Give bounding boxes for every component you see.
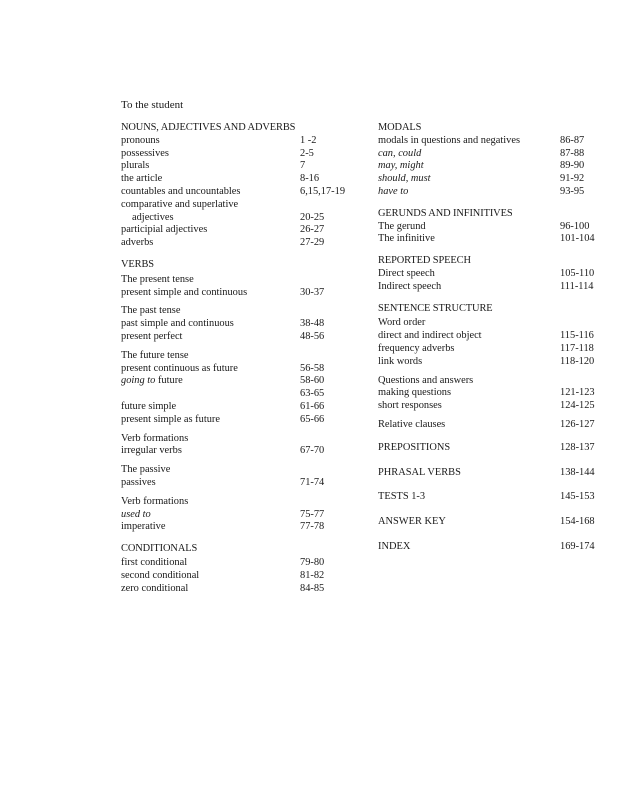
- entry-label: Indirect speech: [378, 280, 442, 292]
- entry-label: INDEX: [378, 540, 411, 552]
- contents-section: [378, 467, 608, 480]
- section-heading: SENTENCE STRUCTURE: [378, 302, 493, 314]
- contents-section: [378, 375, 608, 413]
- entry-label: Relative clauses: [378, 418, 446, 430]
- contents-section: [378, 208, 608, 246]
- contents-section: [121, 122, 361, 250]
- contents-entry: [121, 160, 361, 173]
- entry-label: possessives: [121, 147, 169, 159]
- entry-pages: 27-29: [300, 237, 325, 249]
- contents-entry: [378, 233, 608, 246]
- entry-label: modals in questions and negatives: [378, 134, 520, 146]
- entry-pages: 38-48: [300, 318, 325, 330]
- entry-label: present simple as future: [121, 413, 220, 425]
- entry-pages: 67-70: [300, 445, 325, 457]
- entry-pages: 169-174: [560, 540, 595, 552]
- entry-pages: 26-27: [300, 224, 325, 236]
- entry-label: direct and indirect object: [378, 330, 482, 342]
- entry-pages: 118-120: [560, 355, 595, 367]
- entry-label: irregular verbs: [121, 445, 182, 457]
- entry-pages: 101-104: [560, 233, 595, 245]
- section-heading: REPORTED SPEECH: [378, 255, 471, 267]
- contents-column-right: [378, 122, 608, 554]
- contents-entry: [378, 419, 608, 432]
- entry-pages: 61-66: [300, 400, 325, 412]
- contents-entry: [121, 224, 361, 237]
- entry-pages: 84-85: [300, 582, 325, 594]
- contents-entry: [121, 287, 361, 300]
- entry-pages: 138-144: [560, 466, 595, 478]
- subsection-heading: Questions and answers: [378, 374, 474, 386]
- entry-pages: 124-125: [560, 400, 595, 412]
- entry-label: countables and uncountables: [121, 185, 241, 197]
- entry-label: The infinitive: [378, 233, 435, 245]
- contents-entry: [121, 237, 361, 250]
- contents-section: [378, 541, 608, 554]
- entry-label: going to future: [121, 375, 183, 387]
- contents-entry: [378, 356, 608, 369]
- contents-section: [378, 516, 608, 529]
- entry-pages: 105-110: [560, 267, 595, 279]
- subsection-heading: Verb formations: [121, 432, 189, 444]
- contents-entry: [121, 509, 361, 522]
- contents-column-left: [121, 122, 361, 595]
- entry-label: Direct speech: [378, 267, 435, 279]
- entry-label: frequency adverbs: [378, 342, 455, 354]
- entry-pages: 89-90: [560, 160, 585, 172]
- entry-pages: 56-58: [300, 362, 325, 374]
- contents-entry: [378, 400, 608, 413]
- entry-pages: 65-66: [300, 413, 325, 425]
- contents-section: [121, 259, 361, 272]
- entry-pages: 87-88: [560, 147, 585, 159]
- entry-pages: 6,15,17-19: [300, 185, 346, 197]
- entry-label: second conditional: [121, 569, 200, 581]
- entry-label: past simple and continuous: [121, 318, 234, 330]
- entry-label: short responses: [378, 400, 442, 412]
- entry-pages: 58-60: [300, 375, 325, 387]
- entry-pages: 154-168: [560, 516, 595, 528]
- contents-entry: [378, 330, 608, 343]
- contents-entry: [121, 521, 361, 534]
- contents-entry: [378, 160, 608, 173]
- entry-pages: 121-123: [560, 387, 595, 399]
- subsection-heading: The future tense: [121, 349, 189, 361]
- section-heading: CONDITIONALS: [121, 543, 198, 555]
- entry-label: the article: [121, 173, 163, 185]
- entry-label: link words: [378, 355, 423, 367]
- contents-entry: [378, 387, 608, 400]
- contents-section: [121, 433, 361, 459]
- entry-label: used to: [121, 508, 151, 520]
- entry-label: TESTS 1-3: [378, 491, 426, 503]
- entry-pages: 145-153: [560, 491, 595, 503]
- entry-pages: 128-137: [560, 441, 595, 453]
- entry-pages: 30-37: [300, 286, 325, 298]
- contents-entry: [121, 375, 361, 388]
- entry-pages: 91-92: [560, 173, 585, 185]
- entry-label: PHRASAL VERBS: [378, 466, 461, 478]
- entry-pages: 81-82: [300, 569, 325, 581]
- section-heading: GERUNDS AND INFINITIVES: [378, 207, 513, 219]
- entry-pages: 75-77: [300, 508, 325, 520]
- entry-pages: 48-56: [300, 330, 325, 342]
- contents-entry: [121, 583, 361, 596]
- subsection-heading: The past tense: [121, 305, 181, 317]
- entry-label: comparative and superlative: [121, 198, 239, 210]
- entry-label: first conditional: [121, 556, 188, 568]
- entry-pages: 86-87: [560, 134, 585, 146]
- subsection-heading: Verb formations: [121, 495, 189, 507]
- contents-section: [121, 305, 361, 343]
- contents-section: [121, 496, 361, 534]
- contents-entry: [121, 401, 361, 414]
- contents-section: [378, 255, 608, 293]
- entry-label: PREPOSITIONS: [378, 441, 451, 453]
- contents-entry: [121, 173, 361, 186]
- contents-section: [378, 122, 608, 199]
- entry-pages: 115-116: [560, 330, 594, 342]
- entry-pages: 93-95: [560, 185, 585, 197]
- contents-entry: [121, 135, 361, 148]
- section-heading: VERBS: [121, 258, 154, 270]
- contents-entry: [378, 186, 608, 199]
- entry-label: participial adjectives: [121, 224, 208, 236]
- entry-pages: 8-16: [300, 173, 320, 185]
- entry-label: future simple: [121, 400, 177, 412]
- contents-section: [378, 491, 608, 504]
- entry-pages: 111-114: [560, 280, 594, 292]
- contents-entry: [121, 363, 361, 376]
- contents-entry: [378, 268, 608, 281]
- entry-label: present continuous as future: [121, 362, 238, 374]
- entry-label: present perfect: [121, 330, 183, 342]
- entry-label: passives: [121, 476, 156, 488]
- contents-entry: [121, 570, 361, 583]
- contents-entry: [121, 148, 361, 161]
- contents-section: [378, 419, 608, 432]
- contents-entry: [121, 186, 361, 199]
- contents-entry: [378, 281, 608, 294]
- entry-label: ANSWER KEY: [378, 516, 446, 528]
- entry-pages: 7: [300, 160, 306, 172]
- contents-entry: [121, 477, 361, 490]
- contents-section: [121, 557, 361, 595]
- contents-section: [121, 464, 361, 490]
- entry-label: making questions: [378, 387, 452, 399]
- contents-section: [121, 350, 361, 427]
- entry-label: plurals: [121, 160, 150, 172]
- contents-entry: [378, 442, 608, 455]
- entry-label: present simple and continuous: [121, 286, 248, 298]
- entry-pages: 63-65: [300, 388, 325, 400]
- entry-pages: 2-5: [300, 147, 314, 159]
- section-heading: MODALS: [378, 122, 422, 133]
- contents-entry: [121, 414, 361, 427]
- contents-entry: [378, 541, 608, 554]
- contents-entry: [378, 148, 608, 161]
- entry-label: may, might: [378, 160, 424, 172]
- contents-section: [121, 543, 361, 556]
- contents-section: [121, 274, 361, 300]
- subsection-heading: The passive: [121, 464, 171, 476]
- entry-label: adverbs: [121, 237, 154, 249]
- contents-entry: [378, 516, 608, 529]
- contents-entry: [378, 343, 608, 356]
- entry-pages: 126-127: [560, 418, 595, 430]
- contents-entry: [378, 135, 608, 148]
- entry-label: can, could: [378, 147, 422, 159]
- entry-pages: 96-100: [560, 220, 590, 232]
- entry-label: adjectives: [132, 211, 174, 223]
- entry-label: zero conditional: [121, 582, 189, 594]
- contents-entry: [121, 212, 361, 225]
- entry-label: imperative: [121, 521, 166, 533]
- contents-section: [378, 442, 608, 455]
- contents-entry: [378, 467, 608, 480]
- section-heading: NOUNS, ADJECTIVES AND ADVERBS: [121, 122, 296, 133]
- entry-label: should, must: [378, 173, 431, 185]
- contents-section: [378, 317, 608, 368]
- entry-label: The gerund: [378, 220, 426, 232]
- intro-line: To the student: [121, 99, 184, 111]
- entry-pages: 77-78: [300, 521, 325, 533]
- contents-entry: [378, 221, 608, 234]
- subsection-heading: The present tense: [121, 273, 194, 285]
- contents-entry: [378, 491, 608, 504]
- entry-pages: 1 -2: [300, 134, 317, 146]
- contents-entry: [121, 445, 361, 458]
- entry-label: have to: [378, 185, 409, 197]
- contents-entry: [121, 331, 361, 344]
- contents-entry: [378, 173, 608, 186]
- entry-pages: 79-80: [300, 556, 325, 568]
- contents-entry: [121, 388, 361, 401]
- entry-pages: 117-118: [560, 342, 594, 354]
- contents-section: [378, 303, 608, 316]
- contents-entry: [121, 557, 361, 570]
- contents-entry: [121, 318, 361, 331]
- contents-entry: [121, 199, 361, 212]
- entry-pages: 71-74: [300, 476, 325, 488]
- entry-label: pronouns: [121, 134, 160, 146]
- entry-pages: 20-25: [300, 211, 325, 223]
- subsection-heading: Word order: [378, 317, 426, 329]
